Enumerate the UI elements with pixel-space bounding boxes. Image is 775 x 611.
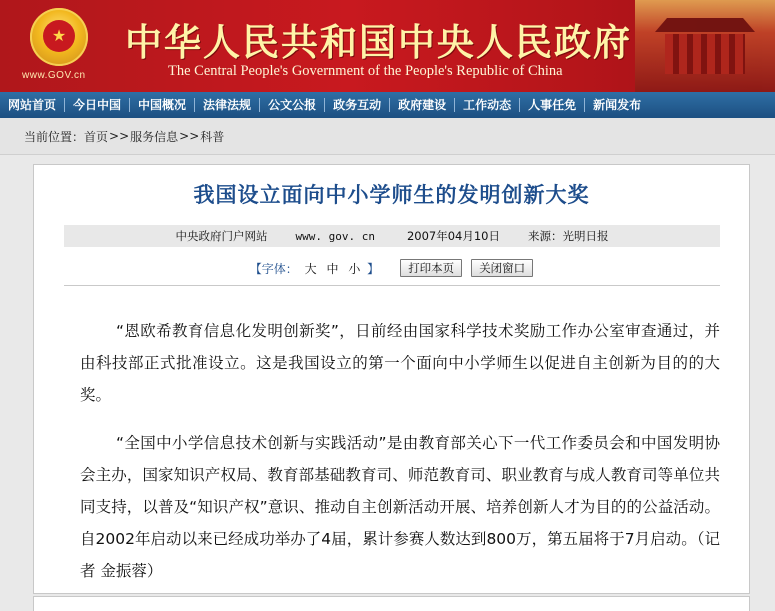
tiananmen-image [635,0,775,92]
nav-item-home[interactable]: 网站首页 [0,98,65,112]
nav-item-press[interactable]: 新闻发布 [593,98,642,112]
breadcrumb-separator: >> [109,129,130,143]
site-title-en: The Central People's Government of the People's Republic of China [168,63,563,79]
meta-source-site: 中央政府门户网站 [175,229,268,243]
nav-item-gov-building[interactable]: 政府建设 [390,98,455,112]
font-size-large[interactable]: 大 [304,261,317,276]
article-paragraph: “恩欧希教育信息化发明创新奖”，日前经由国家科学技术奖励工作办公室审查通过，并由科技部正式批准设立。这是我国设立的第一个面向中小学师生以促进自主创新为目的的大奖。 [80,322,720,404]
font-size-label: 【字体： [249,261,298,276]
nav-item-interaction[interactable]: 政务互动 [325,98,390,112]
font-size-control [250,260,379,277]
nav-item-china-overview[interactable]: 中国概况 [130,98,195,112]
nav-item-laws[interactable]: 法律法规 [195,98,260,112]
breadcrumb-label: 当前位置： [24,129,85,144]
next-panel [33,596,750,611]
nav-item-appointments[interactable]: 人事任免 [520,98,585,112]
nav-item-today-china[interactable]: 今日中国 [65,98,130,112]
breadcrumb-service-info[interactable]: 服务信息 [130,129,179,144]
site-url: www.GOV.cn [22,70,86,81]
close-window-button[interactable]: 关闭窗口 [471,259,533,277]
article-tools [34,257,749,279]
breadcrumb-separator: >> [179,129,200,143]
print-button[interactable]: 打印本页 [400,259,462,277]
breadcrumb-home[interactable]: 首页 [84,129,109,144]
font-size-medium[interactable]: 中 [326,261,339,276]
header-banner [0,0,775,92]
article-paragraph: “全国中小学信息技术创新与实践活动”是由教育部关心下一代工作委员会和中国发明协会主办，国家知识产权局、教育部基础教育司、师范教育司、职业教育与成人教育司等单位共同支持，以普及“知识产权”意识、推动自主创新活动开展、培养创新人才为目的的公益活动。自2002年启动以来已经成功举办了4届，累计参赛人数达到800万，第五届将于7月启动。（记者 金振蓉） [80,434,720,580]
site-title-cn: 中华人民共和国中央人民政府 [125,20,632,64]
divider [64,285,720,286]
article-title: 我国设立面向中小学师生的发明创新大奖 [193,182,590,207]
main-nav [0,92,775,118]
article-meta [64,225,720,247]
meta-origin: 来源：光明日报 [528,229,609,243]
breadcrumb-science[interactable]: 科普 [200,129,225,144]
breadcrumb [0,118,775,155]
meta-date: 2007年04月10日 [406,229,501,243]
font-size-close: 】 [367,261,380,276]
nav-item-documents[interactable]: 公文公报 [260,98,325,112]
font-size-small[interactable]: 小 [348,261,361,276]
national-emblem-icon: ★ [30,8,88,66]
article-container [33,164,750,594]
meta-source-url: www. gov. cn [295,229,375,243]
nav-item-work-news[interactable]: 工作动态 [455,98,520,112]
